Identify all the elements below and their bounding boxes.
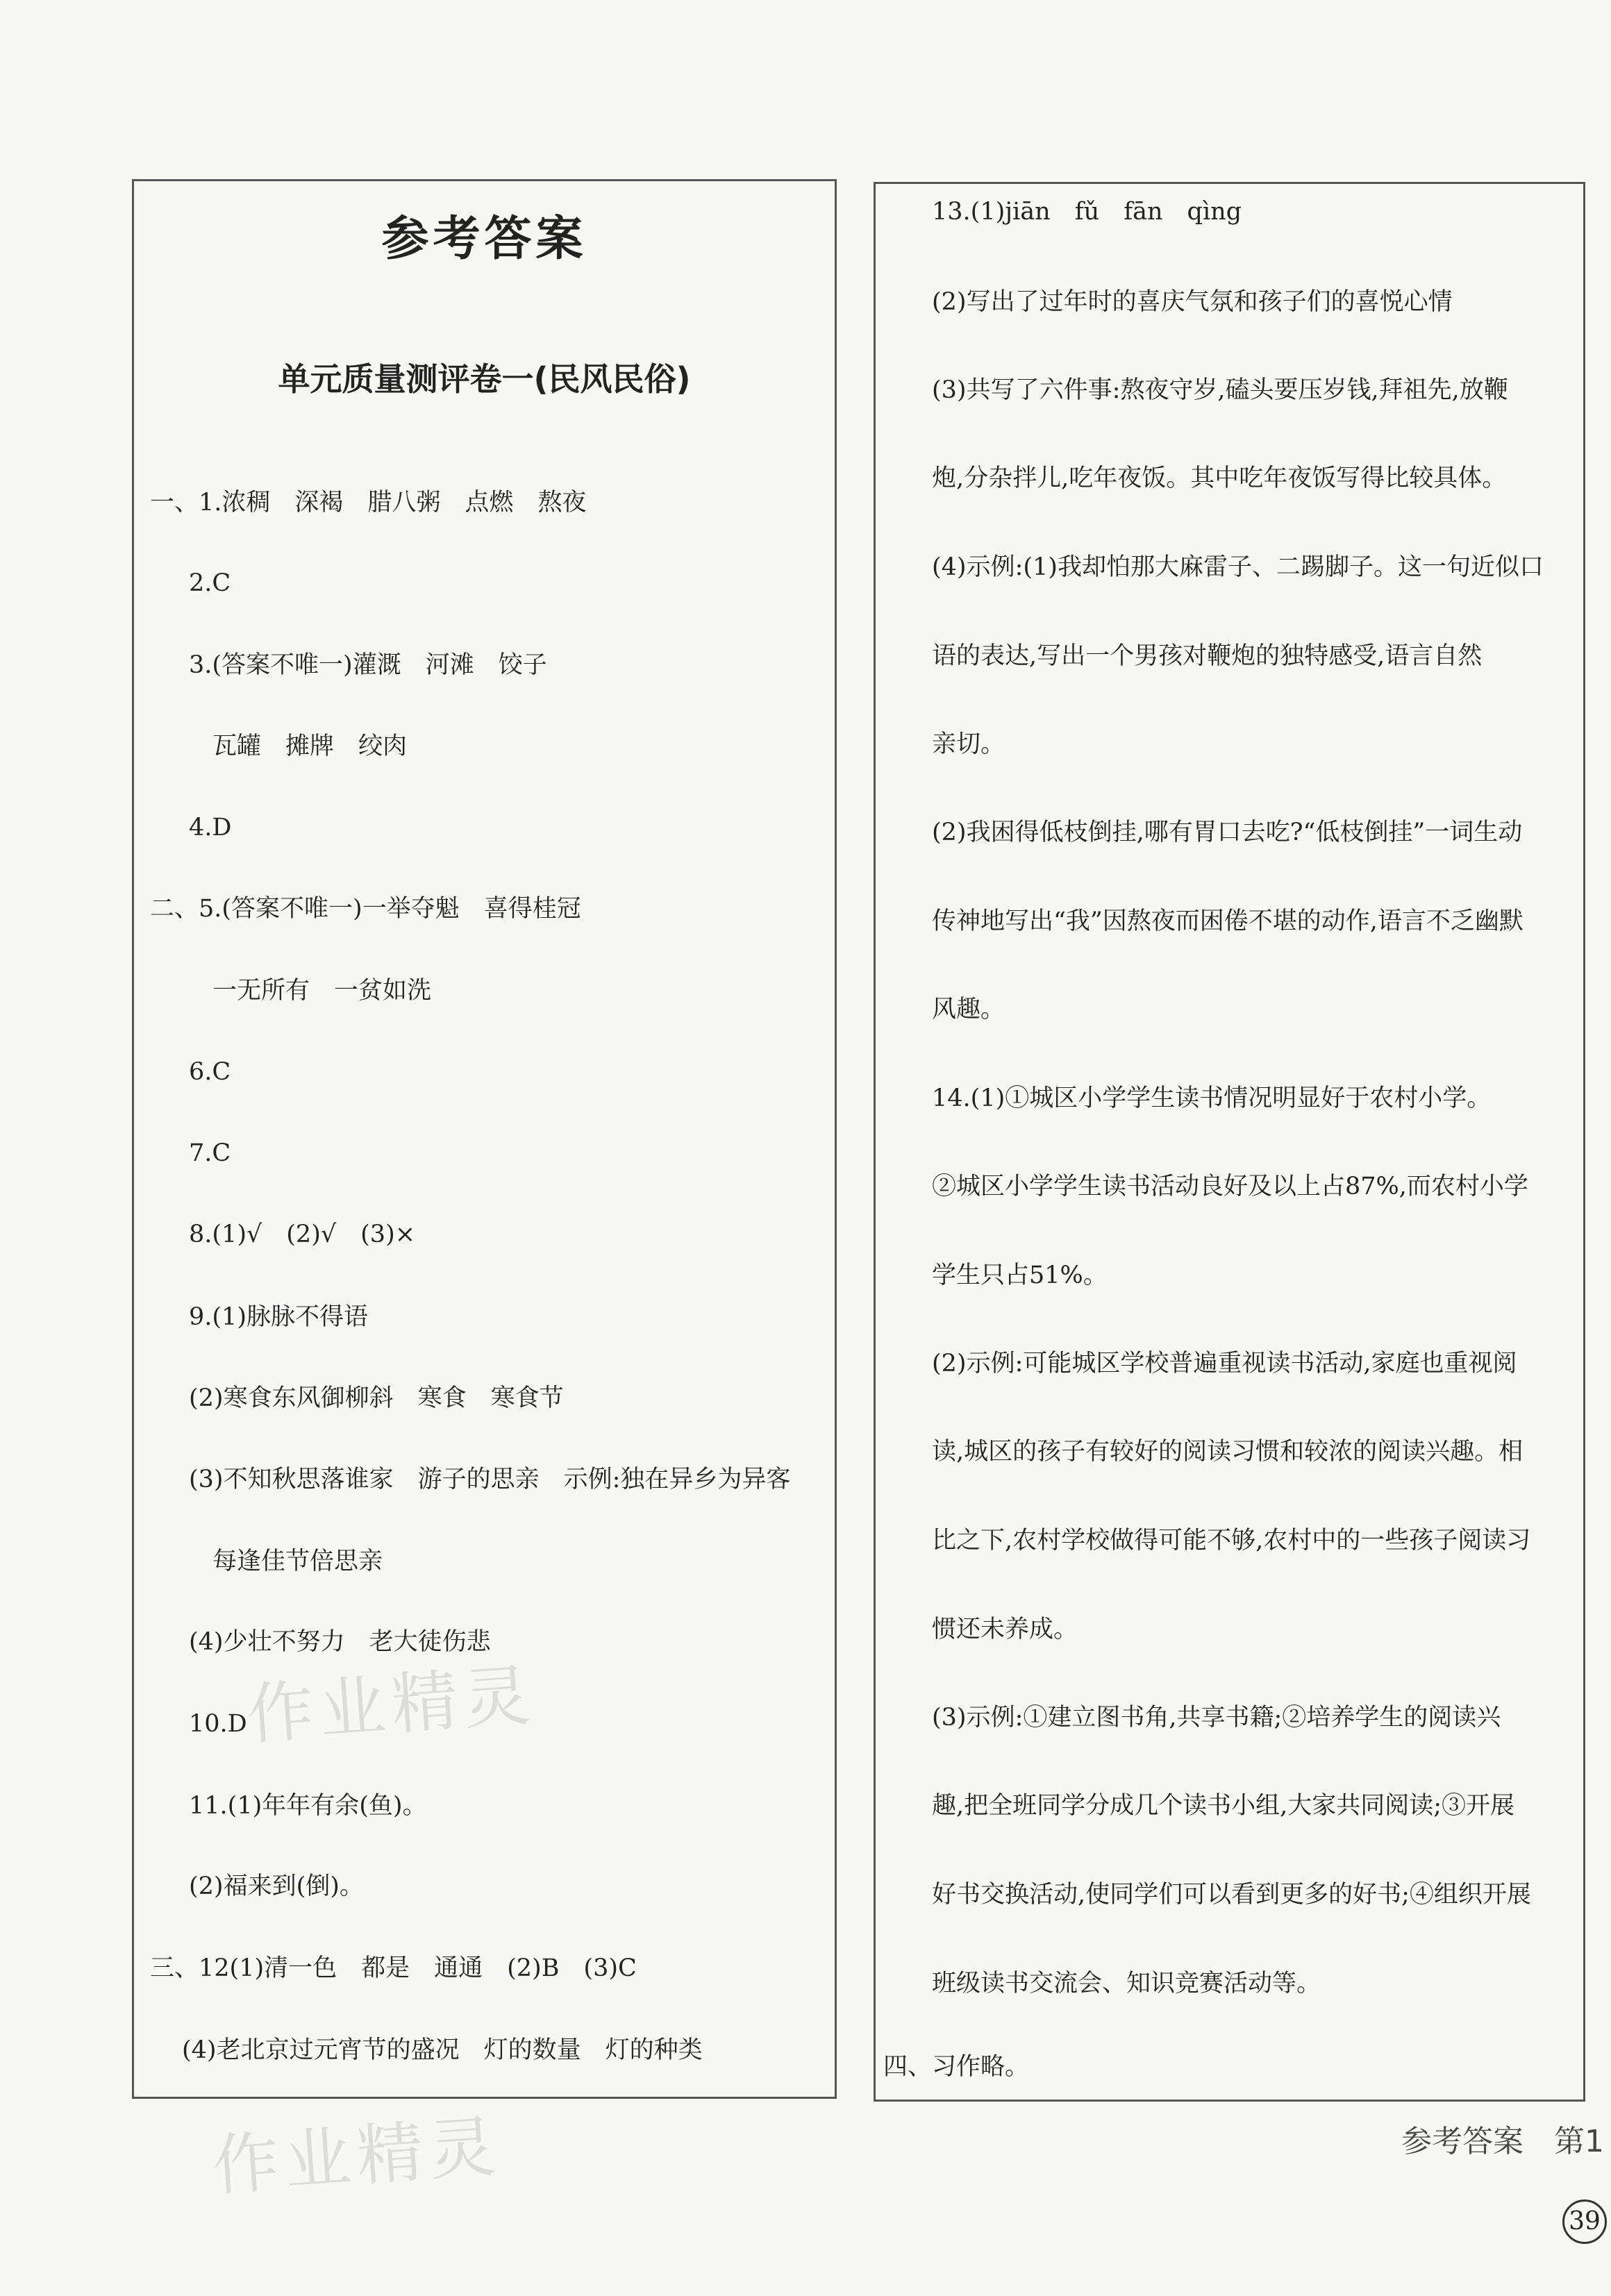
answer-line: 班级读书交流会、知识竞赛活动等。 [932,1970,1321,1997]
answer-line: (4)少壮不努力 老大徒伤悲 [189,1628,491,1656]
page-number-badge: 39 [1562,2199,1607,2244]
watermark: 作业精灵 [210,2107,503,2206]
answer-line: 2.C [189,569,231,597]
answer-line: 7.C [189,1139,231,1167]
answer-line: (4)示例:(1)我却怕那大麻雷子、二踢脚子。这一句近似口 [932,553,1544,581]
answer-line: 每逢佳节倍思亲 [212,1548,383,1575]
answer-line: (2)我困得低枝倒挂,哪有胃口去吃?“低枝倒挂”一词生动 [932,819,1523,846]
answer-line: 9.(1)脉脉不得语 [189,1303,368,1331]
answer-line: (4)老北京过元宵节的盛况 灯的数量 灯的种类 [182,2036,703,2064]
answer-line: 14.(1)①城区小学学生读书情况明显好于农村小学。 [932,1084,1492,1112]
answer-line: 亲切。 [932,730,1005,758]
answer-line: 三、12(1)清一色 都是 通通 (2)B (3)C [150,1954,637,1982]
answer-line: (2)寒食东风御柳斜 寒食 寒食节 [189,1384,564,1412]
answer-line: 惯还未养成。 [932,1616,1078,1643]
answer-line: (3)不知秋思落谁家 游子的思亲 示例:独在异乡为异客 [189,1466,791,1493]
answer-line: 3.(答案不唯一)灌溉 河滩 饺子 [189,651,547,679]
page-title: 参考答案 [381,212,587,267]
answer-line: ②城区小学学生读书活动良好及以上占87%,而农村小学 [932,1173,1528,1200]
answer-line: 读,城区的孩子有较好的阅读习惯和较浓的阅读兴趣。相 [932,1438,1524,1466]
answer-line: 风趣。 [932,996,1005,1023]
answer-line: 炮,分杂拌儿,吃年夜饭。其中吃年夜饭写得比较具体。 [932,464,1507,492]
answer-line: 瓦罐 摊牌 绞肉 [212,732,408,760]
answer-line: 8.(1)√ (2)√ (3)× [189,1221,416,1248]
answer-line: 二、5.(答案不唯一)一举夺魁 喜得桂冠 [150,895,581,923]
answer-line: 趣,把全班同学分成几个读书小组,大家共同阅读;③开展 [932,1792,1515,1820]
answer-line: 传神地写出“我”因熬夜而困倦不堪的动作,语言不乏幽默 [932,907,1524,935]
answer-line: 11.(1)年年有余(鱼)。 [189,1792,427,1820]
answer-line: (2)示例:可能城区学校普遍重视读书活动,家庭也重视阅 [932,1350,1517,1377]
answer-line: 比之下,农村学校做得可能不够,农村中的一些孩子阅读习 [932,1527,1531,1555]
watermark: 作业精灵 [244,1656,538,1754]
answer-line: (3)示例:①建立图书角,共享书籍;②培养学生的阅读兴 [932,1704,1501,1732]
answer-line: (2)福来到(倒)。 [189,1872,364,1900]
answer-line: 一、1.浓稠 深褐 腊八粥 点燃 熬夜 [150,489,587,517]
answer-line: 4.D [189,814,232,841]
answer-line: 10.D [189,1710,247,1738]
answer-line: 好书交换活动,使同学们可以看到更多的好书;④组织开展 [932,1881,1531,1909]
answer-line: 四、习作略。 [883,2053,1030,2081]
answer-line: 学生只占51%。 [932,1262,1108,1289]
page-footer-label: 参考答案 第1 [1401,2124,1604,2159]
answer-line: 6.C [189,1058,231,1086]
answer-line: 13.(1)jiān fǔ fān qìng [932,198,1242,226]
section-title: 单元质量测评卷一(民风民俗) [278,360,691,398]
answer-line: 语的表达,写出一个男孩对鞭炮的独特感受,语言自然 [932,642,1483,670]
answer-line: (3)共写了六件事:熬夜守岁,磕头要压岁钱,拜祖先,放鞭 [932,376,1508,404]
answer-line: 一无所有 一贫如洗 [212,977,432,1005]
answer-line: (2)写出了过年时的喜庆气氛和孩子们的喜悦心情 [932,288,1453,316]
